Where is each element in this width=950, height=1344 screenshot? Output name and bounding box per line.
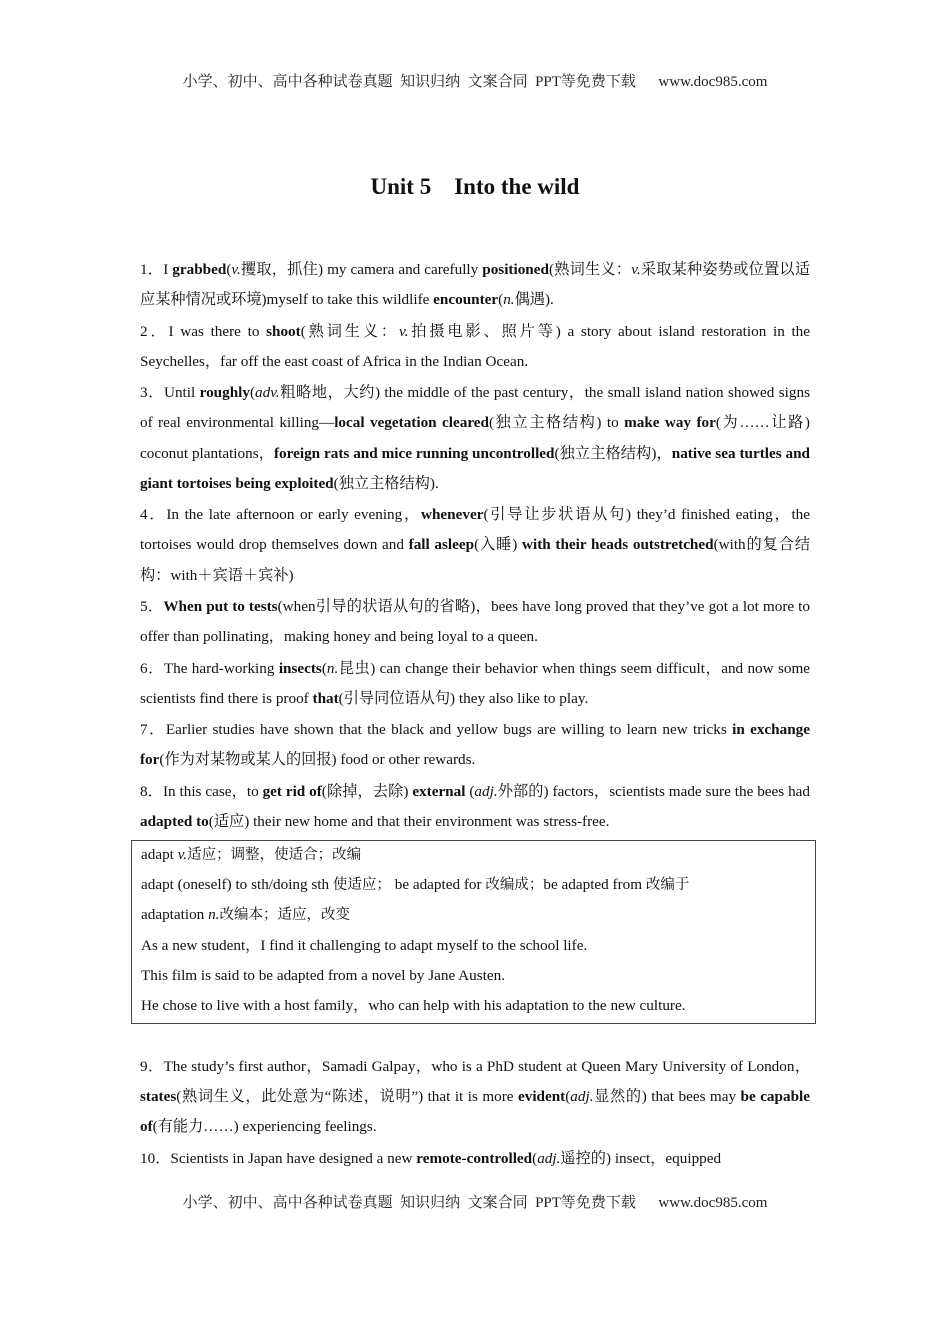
- text-segment: adapt: [141, 846, 178, 863]
- part-of-speech: n.: [208, 906, 220, 924]
- sentence-item: [140, 654, 810, 714]
- part-of-speech: adj.: [537, 1149, 561, 1167]
- text-segment: (when引导的状语从句的省略)，bees have long proved that they’ve got a lot more to offer than pollinating，making honey and being loyal to a queen.: [140, 597, 810, 646]
- text-segment: (熟词生义，此处意为“陈述，说明”) that it is more: [176, 1088, 518, 1106]
- text-segment: 遥控的) insect，equipped: [560, 1149, 722, 1167]
- text-segment: (独立主格结构)，: [554, 444, 672, 462]
- sentence-item: [140, 378, 810, 499]
- page-title: Unit 5 Into the wild: [370, 174, 580, 199]
- sentence-list-continued: [140, 1052, 810, 1175]
- part-of-speech: v.: [398, 322, 409, 340]
- sentence-item: [140, 715, 810, 775]
- text-segment: (引导同位语从句) they also like to play.: [338, 689, 589, 707]
- key-phrase: adapted to: [140, 812, 209, 830]
- key-phrase: encounter: [433, 291, 499, 309]
- text-segment: (: [321, 659, 327, 677]
- key-phrase: make way for: [624, 414, 716, 432]
- text-segment: 改编成；: [485, 877, 544, 894]
- text-segment: The study’s first author，Samadi Galpay，who is a PhD student at Queen Mary University of London，: [163, 1058, 811, 1075]
- key-phrase: evident: [517, 1088, 566, 1106]
- key-phrase: external: [412, 782, 466, 800]
- part-of-speech: adj.: [474, 782, 498, 800]
- key-phrase: fall asleep: [408, 536, 475, 554]
- text-segment: 偶遇).: [514, 291, 554, 309]
- text-segment: (: [565, 1088, 571, 1106]
- text-segment: Earlier studies have shown that the black and yellow bugs are willing to learn new tricks: [165, 721, 733, 739]
- key-phrase: grabbed: [172, 261, 227, 278]
- part-of-speech: v.: [177, 846, 188, 863]
- item-number: 6．: [140, 659, 164, 677]
- text-segment: be adapted for: [390, 876, 486, 894]
- text-segment: (作为对某物或某人的回报) food or other rewards.: [159, 751, 476, 769]
- item-number: 1．: [140, 261, 164, 278]
- text-segment: 拍摄电影、照片等) a story about island restoration in the Seychelles，far off the east coast of Africa in the Indian Ocean.: [140, 322, 811, 370]
- part-of-speech: adv.: [255, 384, 280, 402]
- key-phrase: roughly: [199, 384, 250, 402]
- key-phrase: remote-controlled: [416, 1149, 533, 1167]
- text-segment: (引导让步状语从句) they’d finished eating，the tortoises would drop themselves down and: [140, 506, 811, 554]
- text-segment: In the late afternoon or early evening，: [166, 506, 422, 524]
- text-segment: I was there to: [168, 322, 267, 340]
- part-of-speech: adj.: [570, 1088, 594, 1106]
- part-of-speech: v.: [631, 261, 641, 278]
- text-segment: (独立主格结构) to: [488, 414, 625, 432]
- key-phrase: native sea turtles and giant tortoises being exploited: [140, 444, 810, 492]
- text-segment: 粗略地，大约) the middle of the past century，the small island nation showed signs of real environmental killing—: [140, 384, 810, 432]
- sentence-list: [140, 255, 810, 838]
- key-phrase: that: [312, 689, 339, 707]
- text-segment: adaptation: [141, 906, 209, 924]
- text-segment: Scientists in Japan have designed a new: [170, 1149, 417, 1167]
- page-footer: 小学、初中、高中各种试卷真题 知识归纳 文案合同 PPT等免费下载 www.doc985.com: [182, 1195, 768, 1211]
- key-phrase: states: [140, 1088, 177, 1106]
- vocabulary-line: [141, 931, 815, 961]
- key-phrase: foreign rats and mice running uncontrolled: [274, 444, 555, 462]
- key-phrase: whenever: [421, 506, 484, 524]
- text-segment: adapt (oneself) to sth/doing sth: [141, 876, 333, 894]
- key-phrase: When put to tests: [163, 597, 278, 615]
- sentence-item: [140, 777, 810, 837]
- vocabulary-line: [141, 961, 815, 991]
- text-segment: (with的复合结构：with＋宾语＋宾补): [140, 536, 811, 584]
- item-number: 10．: [140, 1149, 171, 1167]
- sentence-item: [140, 500, 810, 591]
- text-segment: 改编本；适应，改变: [219, 907, 350, 924]
- item-number: 4．: [140, 506, 167, 524]
- key-phrase: positioned: [482, 261, 549, 278]
- item-number: 5．: [140, 597, 164, 615]
- part-of-speech: v.: [231, 261, 241, 278]
- page-header: 小学、初中、高中各种试卷真题 知识归纳 文案合同 PPT等免费下载 www.doc985.com: [182, 74, 768, 90]
- text-segment: (: [249, 384, 256, 402]
- item-number: 7．: [140, 721, 166, 739]
- vocabulary-line: [141, 870, 815, 900]
- text-segment: (熟词生义：: [548, 261, 632, 278]
- text-segment: As a new student，I find it challenging to adapt myself to the school life.: [141, 936, 588, 954]
- key-phrase: local vegetation cleared: [334, 414, 489, 432]
- text-segment: 显然的) that bees may: [593, 1088, 741, 1106]
- text-segment: 攫取，抓住) my camera and carefully: [240, 261, 483, 278]
- text-segment: (: [532, 1149, 538, 1167]
- text-segment: (为……让路) coconut plantations，: [140, 414, 810, 462]
- text-segment: I: [163, 261, 173, 278]
- text-segment: (独立主格结构).: [333, 474, 439, 492]
- text-segment: be adapted from: [543, 876, 646, 894]
- text-segment: (: [226, 261, 232, 278]
- text-segment: (熟词生义：: [300, 322, 399, 340]
- text-segment: (: [498, 291, 504, 309]
- text-segment: The hard-working: [163, 659, 279, 677]
- sentence-item: [140, 1144, 810, 1174]
- text-segment: This film is said to be adapted from a novel by Jane Austen.: [141, 966, 506, 984]
- key-phrase: with their heads outstretched: [522, 536, 714, 554]
- vocabulary-line: [141, 991, 815, 1021]
- key-phrase: be capable of: [140, 1088, 810, 1136]
- item-number: 8．: [140, 782, 163, 800]
- item-number: 9．: [140, 1058, 164, 1075]
- part-of-speech: n.: [326, 659, 339, 677]
- text-segment: 外部的) factors，scientists made sure the bees had: [497, 782, 810, 800]
- sentence-item: [140, 317, 810, 377]
- sentence-item: [140, 1052, 810, 1143]
- text-segment: (入睡): [474, 536, 522, 554]
- text-segment: (适应) their new home and that their environment was stress-free.: [208, 812, 610, 830]
- text-segment: 采取某种姿势或位置以适应某种情况或环境)myself to take this wildlife: [140, 261, 811, 309]
- text-segment: 使适应；: [332, 877, 391, 894]
- item-number: 2．: [140, 322, 169, 340]
- sentence-item: [140, 255, 810, 315]
- vocabulary-line: [141, 840, 815, 870]
- key-phrase: shoot: [266, 322, 301, 340]
- part-of-speech: n.: [503, 291, 515, 309]
- text-segment: 改编于: [645, 877, 690, 894]
- text-segment: (有能力……) experiencing feelings.: [152, 1118, 377, 1136]
- vocabulary-box: [131, 840, 816, 1024]
- key-phrase: insects: [278, 659, 322, 677]
- text-segment: (: [465, 782, 475, 800]
- sentence-item: [140, 592, 810, 652]
- key-phrase: in exchange for: [140, 721, 810, 769]
- text-segment: In this case，to: [162, 782, 263, 800]
- text-segment: Until: [163, 384, 200, 402]
- text-segment: 适应；调整，使适合；改编: [187, 847, 362, 863]
- text-segment: (除掉，去除): [321, 782, 413, 800]
- item-number: 3．: [140, 384, 164, 402]
- vocabulary-line: [141, 900, 815, 930]
- key-phrase: get rid of: [262, 782, 322, 800]
- text-segment: 昆虫) can change their behavior when things seem difficult，and now some scientists find there is proof: [140, 659, 811, 707]
- text-segment: He chose to live with a host family，who can help with his adaptation to the new culture.: [141, 997, 686, 1015]
